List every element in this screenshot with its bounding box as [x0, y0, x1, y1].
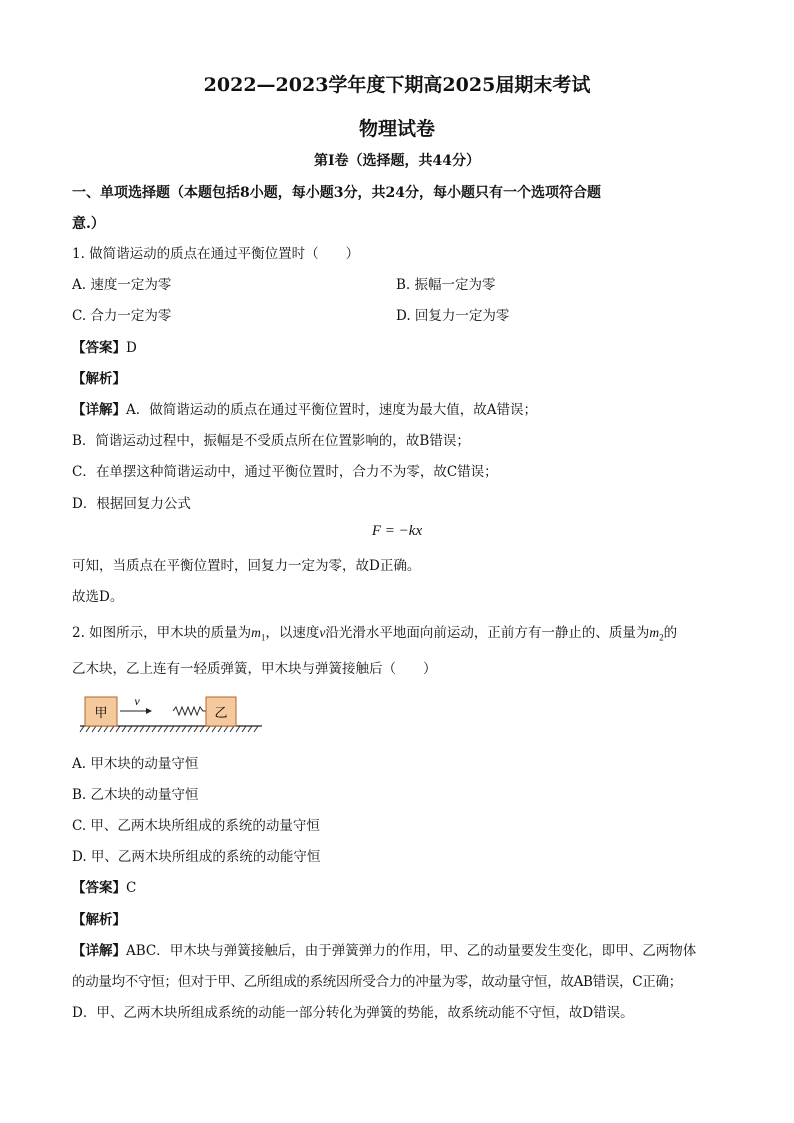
section-heading-line1: 一、单项选择题（本题包括8小题，每小题3分，共24分，每小题只有一个选项符合题 — [72, 185, 601, 201]
q1-detail-line-3: C．在单摆这种简谐运动中，通过平衡位置时，合力不为零，故C错误； — [72, 464, 498, 480]
q1-answer-tag: 【答案】 — [72, 340, 126, 356]
q2-figure — [76, 693, 266, 737]
q2-mass1-base: m — [251, 625, 261, 640]
velocity-label: v — [134, 694, 140, 708]
q2-mass2-base: m — [649, 625, 660, 640]
spring — [173, 707, 206, 715]
q2-mass1 — [251, 625, 266, 643]
block-jia-label: 甲 — [94, 706, 108, 721]
q2-option-c: C. 甲、乙两木块所组成的系统的动量守恒 — [72, 818, 320, 834]
q2-option-d: D. 甲、乙两木块所组成的系统的动能守恒 — [72, 849, 321, 865]
q1-option-a: A. 速度一定为零 — [72, 277, 172, 293]
q1-option-c: C. 合力一定为零 — [72, 308, 172, 324]
q1-answer-value: D — [126, 340, 137, 356]
q1-formula: F = −kx — [371, 523, 423, 539]
exam-title: 2022—2023学年度下期高2025届期末考试 — [203, 74, 591, 96]
q2-answer-tag: 【答案】 — [72, 880, 126, 896]
block-yi-label: 乙 — [214, 706, 228, 721]
q2-analysis-tag: 【解析】 — [72, 912, 126, 928]
q1-detail-text-1: A．做简谐运动的质点在通过平衡位置时，速度为最大值，故A错误； — [126, 402, 537, 418]
section-heading-line2: 意.） — [72, 216, 105, 232]
q2-detail-line-3: D．甲、乙两木块所组成系统的动能一部分转化为弹簧的势能，故系统动能不守恒，故D错误。 — [72, 1005, 634, 1021]
q2-answer — [72, 878, 136, 898]
q2-detail-line-1 — [72, 941, 696, 961]
q1-option-b: B. 振幅一定为零 — [396, 277, 496, 293]
q1-option-d: D. 回复力一定为零 — [396, 308, 510, 324]
q2-option-b: B. 乙木块的动量守恒 — [72, 787, 199, 803]
subject-title: 物理试卷 — [358, 118, 435, 140]
ground-hatching — [80, 726, 258, 732]
q2-stem-b: ，以速度 — [265, 625, 320, 641]
q1-detail-line-2: B．简谐运动过程中，振幅是不受质点所在位置影响的，故B错误； — [72, 433, 470, 449]
q2-stem-d: 的 — [663, 625, 678, 641]
q2-stem-line1 — [72, 623, 677, 648]
q2-mass2 — [649, 625, 664, 643]
q1-answer — [72, 338, 137, 358]
q2-stem-line2: 乙木块，乙上连有一轻质弹簧，甲木块与弹簧接触后（ ） — [72, 661, 437, 677]
q2-detail-line-2: 的动量均不守恒；但对于甲、乙所组成的系统因所受合力的冲量为零，故动量守恒，故AB错误，C正确； — [72, 974, 682, 990]
q2-stem-a: 2. 如图所示，甲木块的质量为 — [72, 625, 252, 641]
q2-stem-c: 沿光滑水平地面向前运动，正前方有一静止的、质量为 — [325, 625, 650, 641]
q1-conclusion: 可知，当质点在平衡位置时，回复力一定为零，故D正确。 — [72, 558, 421, 574]
q1-detail-tag: 【详解】 — [72, 402, 126, 418]
q1-detail-line-1 — [72, 400, 537, 420]
q2-option-a: A. 甲木块的动量守恒 — [72, 756, 199, 772]
q2-velocity-symbol: v — [319, 625, 326, 640]
q2-detail-text-1: ABC．甲木块与弹簧接触后，由于弹簧弹力的作用，甲、乙的动量要发生变化，即甲、乙两物体 — [126, 943, 697, 959]
q1-detail-line-4: D．根据回复力公式 — [72, 496, 191, 512]
q2-mass2-sub: 2 — [659, 632, 664, 643]
q2-answer-value: C — [126, 880, 137, 896]
velocity-arrow-head — [146, 708, 152, 714]
part-heading: 第Ⅰ卷（选择题，共44分） — [313, 153, 481, 169]
q2-detail-tag: 【详解】 — [72, 943, 126, 959]
q2-mass1-sub: 1 — [260, 632, 266, 643]
q1-analysis-tag: 【解析】 — [72, 371, 126, 387]
q1-stem: 1. 做简谐运动的质点在通过平衡位置时（ ） — [72, 246, 360, 262]
q1-choice: 故选D。 — [72, 589, 124, 605]
